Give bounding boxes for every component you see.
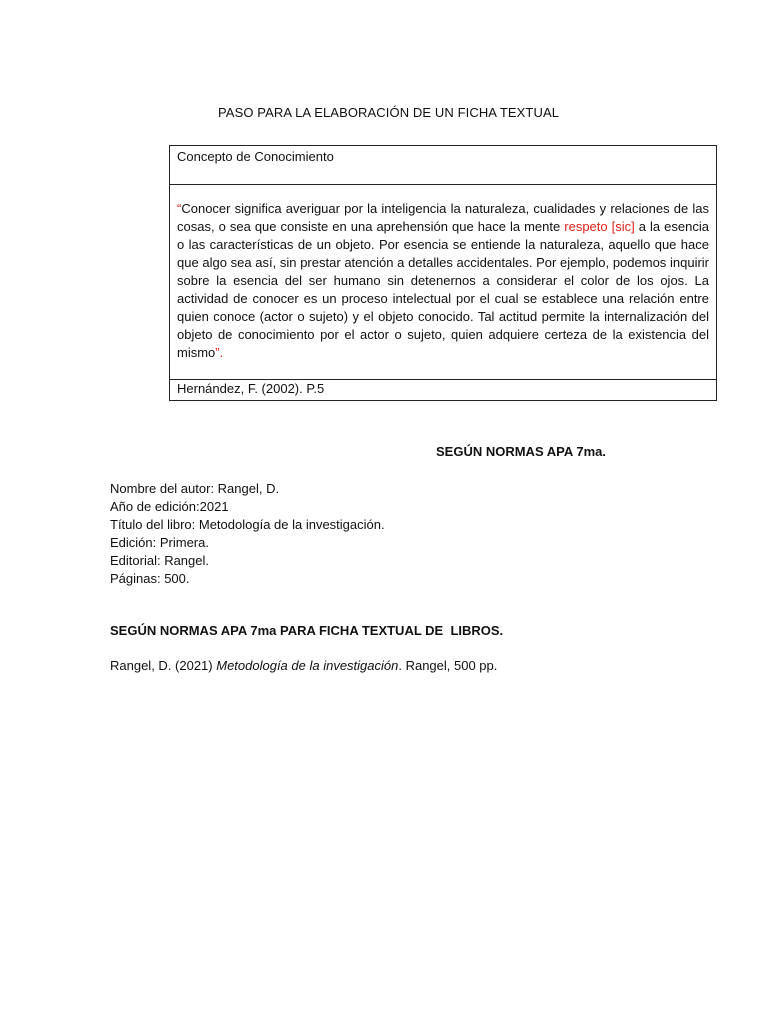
quote-open-mark: “ <box>177 201 182 216</box>
apa-reference <box>110 658 497 673</box>
quote-close-mark: ”. <box>215 345 224 360</box>
ficha-quote-cell <box>170 185 717 380</box>
page-title: PASO PARA LA ELABORACIÓN DE UN FICHA TEXTUAL <box>218 105 560 120</box>
quote-part-2: a la esencia o las características de un objeto. Por esencia se entiende la naturaleza, aquello que hace que algo sea así, sin prestar atención a detalles accidentales. Por ejemplo, podemos inquirir sobre la esencia del ser humano sin detenernos a considerar el color de los ojos. La actividad de conocer es un proceso intelectual por el cual se establece una relación entre quien conoce (actor o sujeto) y el objeto conocido. Tal actitud permite la internalización del objeto de conocimiento por el actor o sujeto, quien adquiere certeza de la existencia del mismo <box>177 219 709 360</box>
ficha-topic-row <box>170 146 717 185</box>
quote-sic-text: respeto [sic] <box>564 219 635 234</box>
detail-pages: Páginas: 500. <box>110 571 190 586</box>
detail-edition: Edición: Primera. <box>110 535 209 550</box>
book-details-list <box>110 480 385 588</box>
quote-part-1: Conocer significa averiguar por la inteligencia la naturaleza, cualidades y relaciones de las cosas, o sea que consiste en una aprehensión que hace la mente <box>177 201 709 234</box>
ficha-quote-row <box>170 185 717 380</box>
reference-suffix: . Rangel, 500 pp. <box>398 658 498 673</box>
ficha-topic: Concepto de Conocimiento <box>170 146 717 185</box>
reference-book-title: Metodología de la investigación <box>216 658 399 673</box>
detail-author: Nombre del autor: Rangel, D. <box>110 481 280 496</box>
detail-publisher: Editorial: Rangel. <box>110 553 209 568</box>
detail-year: Año de edición:2021 <box>110 499 229 514</box>
detail-book-title: Título del libro: Metodología de la investigación. <box>110 517 385 532</box>
ficha-source-row <box>170 380 717 401</box>
apa-heading: SEGÚN NORMAS APA 7ma. <box>436 444 606 459</box>
quote-text <box>177 200 709 362</box>
ficha-table <box>169 145 717 401</box>
apa-books-heading: SEGÚN NORMAS APA 7ma PARA FICHA TEXTUAL DE LIBROS. <box>110 623 504 638</box>
reference-prefix: Rangel, D. (2021) <box>110 658 217 673</box>
ficha-source: Hernández, F. (2002). P.5 <box>170 380 717 401</box>
